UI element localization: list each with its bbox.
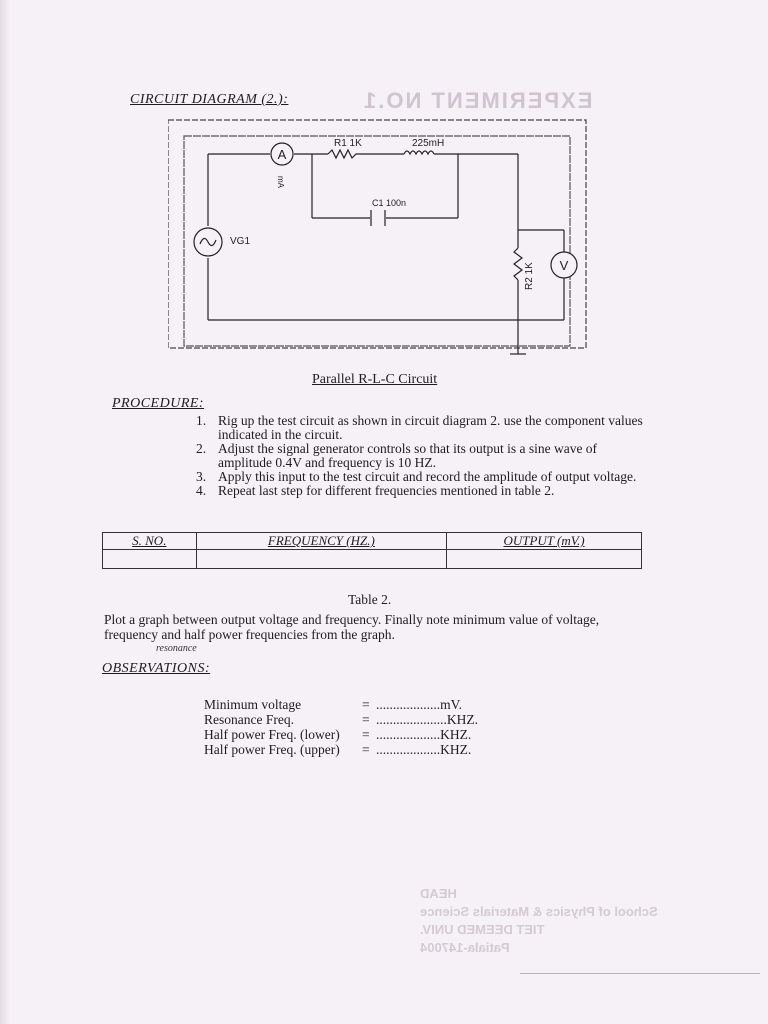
capacitor-label: C1 100n bbox=[372, 198, 407, 208]
stamp-line: HEAD bbox=[420, 886, 457, 901]
procedure-step bbox=[196, 442, 646, 470]
step-text: Repeat last step for different frequencies mentioned in table 2. bbox=[218, 483, 555, 498]
step-text: Rig up the test circuit as shown in circuit diagram 2. use the component values indicated in the circuit. bbox=[218, 413, 643, 442]
handwritten-note: resonance bbox=[156, 643, 197, 654]
table-header-row bbox=[103, 533, 642, 550]
procedure-step bbox=[196, 414, 646, 442]
stamp-line: TIET DEEMED UNIV. bbox=[420, 922, 545, 937]
column-header-sno: S. NO. bbox=[103, 533, 197, 550]
ammeter-label: A bbox=[277, 147, 287, 162]
table-cell bbox=[196, 550, 447, 569]
reading-value: ...................KHZ. bbox=[376, 727, 472, 742]
plot-instruction: Plot a graph between output voltage and frequency. Finally note minimum value of voltage, frequency and half power frequencies from the graph. bbox=[104, 612, 600, 642]
table-row bbox=[103, 550, 642, 569]
procedure-steps bbox=[196, 414, 646, 498]
step-number: 1. bbox=[196, 413, 207, 428]
bleed-through-title: EXPERIMENT NO.1 bbox=[362, 88, 593, 113]
reading-row bbox=[204, 727, 478, 742]
stamp-line: Patiala-147004 bbox=[420, 940, 510, 955]
reading-equals: = bbox=[362, 712, 370, 727]
page-fold-shadow bbox=[0, 0, 10, 1024]
r1-label: R1 1K bbox=[334, 138, 362, 149]
table-cell bbox=[447, 550, 642, 569]
reading-label: Minimum voltage bbox=[204, 697, 302, 712]
step-number: 2. bbox=[196, 441, 207, 456]
step-text: Apply this input to the test circuit and record the amplitude of output voltage. bbox=[218, 469, 637, 484]
reading-equals: = bbox=[362, 697, 370, 712]
reading-label: Resonance Freq. bbox=[204, 712, 294, 727]
meter-note: mA bbox=[276, 176, 285, 188]
table-caption: Table 2. bbox=[348, 592, 392, 607]
circuit-diagram-heading: CIRCUIT DIAGRAM (2.): bbox=[130, 92, 289, 107]
r2-label: R2 1K bbox=[524, 262, 535, 290]
column-header-output: OUTPUT (mV.) bbox=[447, 533, 642, 550]
ammeter-symbol bbox=[271, 143, 293, 165]
reading-label: Half power Freq. (upper) bbox=[204, 742, 340, 757]
voltmeter-symbol bbox=[551, 252, 577, 278]
stamp-line: School of Physics & Materials Science bbox=[420, 904, 658, 919]
reading-equals: = bbox=[362, 727, 370, 742]
circuit-caption: Parallel R-L-C Circuit bbox=[312, 372, 438, 387]
procedure-heading: PROCEDURE: bbox=[112, 396, 205, 411]
step-number: 4. bbox=[196, 483, 207, 498]
reading-value: .....................KHZ. bbox=[376, 712, 478, 727]
reading-equals: = bbox=[362, 742, 370, 757]
reading-row bbox=[204, 712, 478, 727]
reading-row bbox=[204, 697, 478, 712]
observations-heading: OBSERVATIONS: bbox=[102, 661, 211, 676]
inductor-label: 225mH bbox=[412, 138, 445, 149]
column-header-frequency: FREQUENCY (HZ.) bbox=[196, 533, 447, 550]
procedure-step bbox=[196, 470, 646, 484]
circuit-diagram bbox=[168, 118, 608, 358]
observation-table bbox=[102, 532, 642, 569]
procedure-step bbox=[196, 484, 646, 498]
source-label: VG1 bbox=[230, 236, 251, 247]
reading-label: Half power Freq. (lower) bbox=[204, 727, 340, 742]
reading-value: ...................mV. bbox=[376, 697, 463, 712]
observation-readings bbox=[204, 697, 478, 757]
reading-row bbox=[204, 742, 478, 757]
bleed-through-stamp bbox=[420, 885, 658, 957]
voltmeter-label: V bbox=[559, 258, 569, 273]
reading-value: ...................KHZ. bbox=[376, 742, 472, 757]
step-text: Adjust the signal generator controls so that its output is a sine wave of amplitude 0.4V and frequency is 10 HZ. bbox=[218, 441, 598, 470]
page-edge-line bbox=[520, 973, 760, 974]
signal-generator-symbol bbox=[194, 228, 222, 256]
step-number: 3. bbox=[196, 469, 207, 484]
table-cell bbox=[103, 550, 197, 569]
